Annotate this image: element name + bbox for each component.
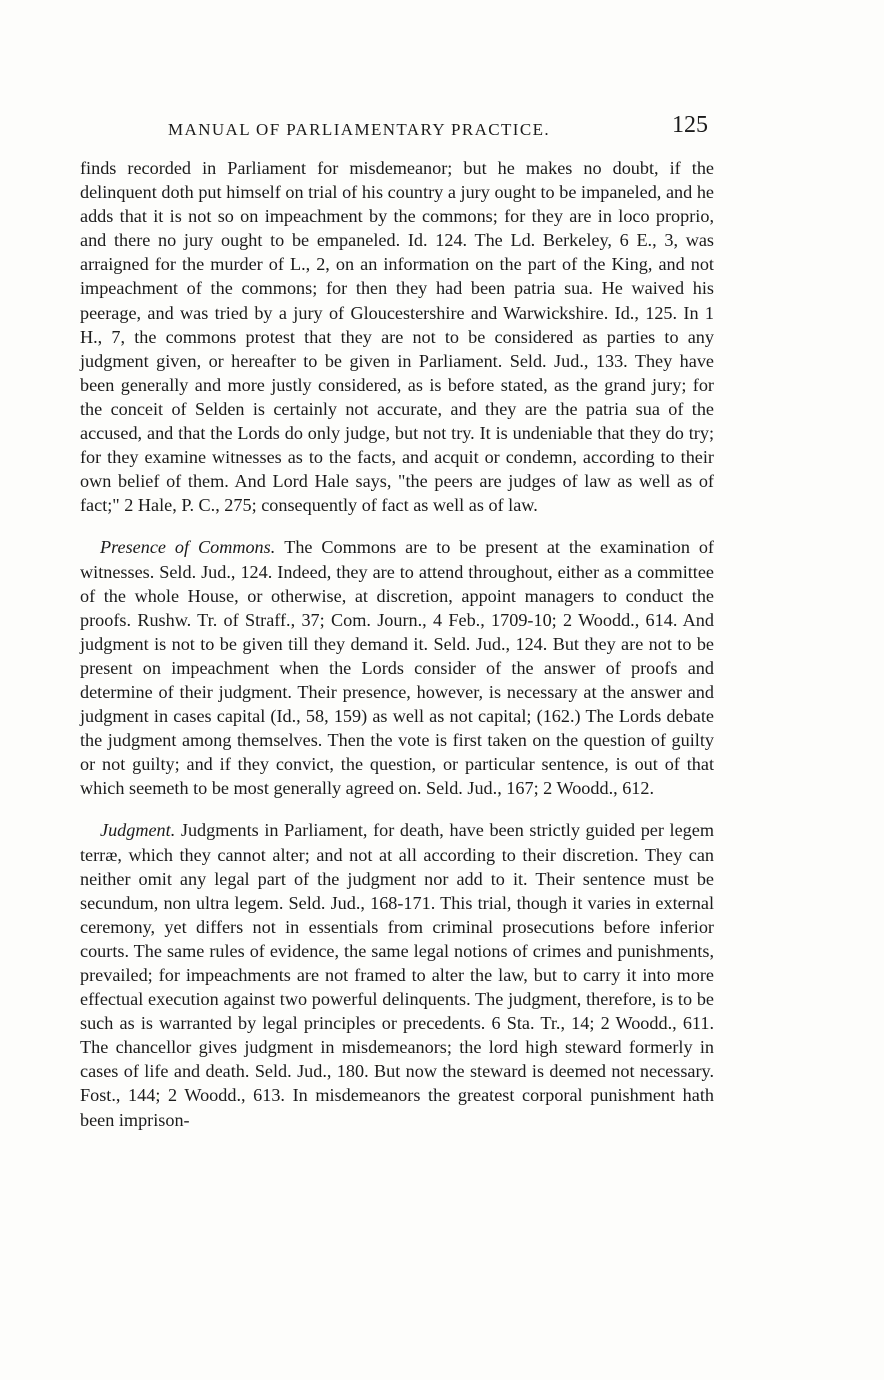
paragraph-heading: Judgment. — [100, 820, 181, 841]
paragraph-text: The Commons are to be present at the examination of witnesses. Seld. Jud., 124. Indeed, they are to attend throughout, either as a committee of the whole House, or otherwise, at discretion, appoint managers to conduct the proofs. Rushw. Tr. of Straff., 37; Com. Journ., 4 Feb., 1709-10; 2 Woodd., 614. And judgment is not to be given till they demand it. Seld. Jud., 124. But they are not to be present on impeachment when the Lords consider of the answer of proofs and determine of their judgment. Their presence, however, is necessary at the answer and judgment in cases capital (Id., 58, 159) as well as not capital; (162.) The Lords debate the judgment among themselves. Then the vote is first taken on the question of guilty or not guilty; and if they convict, the question, or particular sentence, is out of that which seemeth to be most generally agreed on. Seld. Jud., 167; 2 Woodd., 612. — [80, 537, 714, 799]
page-header — [168, 112, 708, 146]
paragraph-presence-of-commons — [80, 535, 714, 800]
paragraph-heading: Presence of Commons. — [100, 537, 285, 558]
running-title: MANUAL OF PARLIAMENTARY PRACTICE. — [168, 120, 551, 139]
body-text — [80, 156, 714, 1132]
paragraph-judgment — [80, 818, 714, 1131]
paragraph-continued — [80, 156, 714, 517]
paragraph-text: Judgments in Parliament, for death, have been strictly guided per legem terræ, which they cannot alter; and not at all according to their discretion. They can neither omit any legal part of the judgment nor add to it. Their sentence must be secundum, non ultra legem. Seld. Jud., 168-171. This trial, though it varies in external ceremony, yet differs not in essentials from criminal prosecutions before inferior courts. The same rules of evidence, the same legal notions of crimes and punishments, prevailed; for impeachments are not framed to alter the law, but to carry it into more effectual execution against two powerful delinquents. The judgment, therefore, is to be such as is warranted by legal principles or precedents. 6 Sta. Tr., 14; 2 Woodd., 611. The chancellor gives judgment in misdemeanors; the lord high steward formerly in cases of life and death. Seld. Jud., 180. But now the steward is deemed not necessary. Fost., 144; 2 Woodd., 613. In misdemeanors the greatest corporal punishment hath been imprison- — [80, 820, 714, 1130]
page-number: 125 — [672, 112, 708, 138]
paragraph-text: finds recorded in Parliament for misdemeanor; but he makes no doubt, if the delinquent doth put himself on trial of his country a jury ought to be impaneled, and he adds that it is not so on impeachment by the commons; for they are in loco proprio, and there no jury ought to be empaneled. Id. 124. The Ld. Berkeley, 6 E., 3, was arraigned for the murder of L., 2, on an information on the part of the King, and not impeachment of the commons; for then they had been patria sua. He waived his peerage, and was tried by a jury of Gloucestershire and Warwickshire. Id., 125. In 1 H., 7, the commons protest that they are not to be considered as parties to any judgment given, or hereafter to be given in Parliament. Seld. Jud., 133. They have been generally and more justly considered, as is before stated, as the grand jury; for the conceit of Selden is certainly not accurate, and they are the patria sua of the accused, and that the Lords do only judge, but not try. It is undeniable that they do try; for they examine witnesses as to the facts, and acquit or condemn, according to their own belief of them. And Lord Hale says, "the peers are judges of law as well as of fact;" 2 Hale, P. C., 275; consequently of fact as well as of law. — [80, 158, 714, 516]
